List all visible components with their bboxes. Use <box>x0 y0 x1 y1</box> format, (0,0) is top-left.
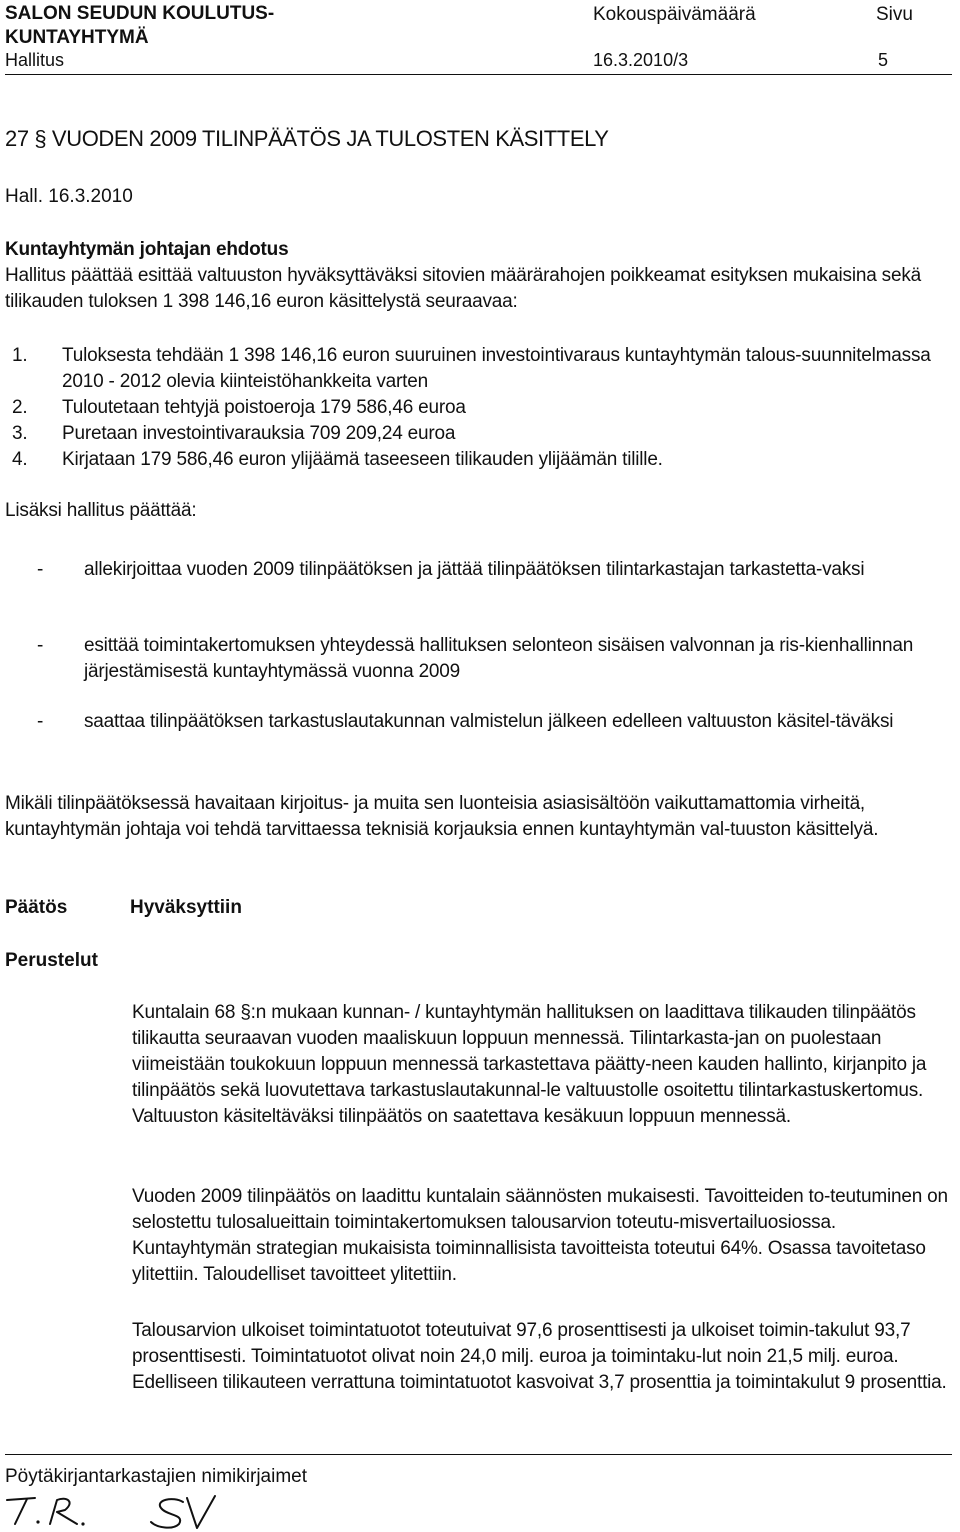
section-title: 27 § VUODEN 2009 TILINPÄÄTÖS JA TULOSTEN KÄSITTELY <box>5 126 609 151</box>
proposal-block <box>5 237 955 315</box>
rationale-paragraph: Talousarvion ulkoiset toimintatuotot toteutuivat 97,6 prosenttisesti ja ulkoiset toimin-takulut 93,7 prosenttisesti. Toimintatuotot olivat noin 24,0 milj. euroa ja toimintaku-lut noin 21,5 milj. euroa. Edelliseen tilikauteen verrattuna toimintatuotot kasvoivat 3,7 prosenttia ja toimintakulut 9 prosenttia. <box>132 1320 947 1393</box>
list-item-number: 4. <box>12 449 28 470</box>
proposal-title: Kuntayhtymän johtajan ehdotus <box>5 239 289 260</box>
additional-decisions-heading: Lisäksi hallitus päättää: <box>5 500 197 521</box>
organization-name-line2: KUNTAYHTYMÄ <box>5 27 149 48</box>
footer-divider <box>5 1454 952 1455</box>
dash-bullet: - <box>37 635 44 656</box>
list-item-number: 1. <box>12 345 28 366</box>
list-item-number: 3. <box>12 423 28 444</box>
decision-label: Päätös <box>5 897 68 918</box>
dash-item-text: esittää toimintakertomuksen yhteydessä hallituksen selonteon sisäisen valvonnan ja ris-kienhallinnan järjestämisestä kuntayhtymässä vuonna 2009 <box>84 635 914 682</box>
list-item <box>12 447 952 473</box>
list-item-text: Tuloksesta tehdään 1 398 146,16 euron suuruinen investointivaraus kuntayhtymän talous-suunnitelmassa 2010 - 2012 olevia kiinteistöhankkeita varten <box>62 345 931 392</box>
page-label: Sivu <box>876 4 913 25</box>
rationale-label: Perustelut <box>5 950 98 971</box>
dash-item-text: saattaa tilinpäätöksen tarkastuslautakunnan valmistelun jälkeen edelleen valtuuston käsitel-täväksi <box>84 711 894 732</box>
page-number: 5 <box>878 50 889 70</box>
list-item <box>12 343 952 395</box>
organization-name-line1: SALON SEUDUN KOULUTUS- <box>5 3 275 24</box>
list-item-number: 2. <box>12 397 28 418</box>
dash-list-item <box>37 709 957 735</box>
list-item <box>12 395 952 421</box>
list-item-text: Tuloutetaan tehtyjä poistoeroja 179 586,46 euroa <box>62 397 466 418</box>
governing-body: Hallitus <box>5 50 65 70</box>
list-item-text: Puretaan investointivarauksia 709 209,24 euroa <box>62 423 456 444</box>
rationale-paragraph: Kuntalain 68 §:n mukaan kunnan- / kuntayhtymän hallituksen on laadittava tilikauden tilinpäätös tilikautta seuraavan vuoden maaliskuun loppuun mennessä. Tilintarkasta-jan on puolestaan viimeistään toukokuun loppuun mennessä tarkastettava päätty-neen kauden hallinto, kirjanpito ja tilinpäätös sekä luovutettava tarkastuslautakunnal-le valtuustolle osoitettu tilintarkastuskertomus. Valtuuston käsiteltäväksi tilinpäätös on saatettava kesäkuun loppuun mennessä. <box>132 1002 927 1127</box>
list-item <box>12 421 952 447</box>
rationale-paragraph: Vuoden 2009 tilinpäätös on laadittu kuntalain säännösten mukaisesti. Tavoitteiden to-teutuminen on selostettu tulosalueittain toimintakertomuksen talousarvion toteutu-misvertailuosiossa. Kuntayhtymän strategian mukaisista toiminnallisista tavoitteista toteutui 64%. Osassa tavoitetaso ylitettiin. Taloudelliset tavoitteet ylitettiin. <box>132 1186 948 1285</box>
proposal-text: Hallitus päättää esittää valtuuston hyväksyttäväksi sitovien määrärahojen poikkeamat esityksen mukaisina sekä tilikauden tuloksen 1 398 146,16 euron käsittelystä seuraavaa: <box>5 265 922 312</box>
meeting-date-label: Kokouspäivämäärä <box>593 4 756 25</box>
list-item-text: Kirjataan 179 586,46 euron ylijäämä taseeseen tilikauden ylijäämän tilille. <box>62 449 663 470</box>
organization-name <box>5 2 274 50</box>
numbered-list <box>12 343 952 473</box>
corrections-paragraph: Mikäli tilinpäätöksessä havaitaan kirjoitus- ja muita sen luonteisia asiasisältöön vaikuttamattomia virheitä, kuntayhtymän johtaja voi tehdä tarvittaessa teknisiä korjauksia ennen kuntayhtymän val-tuuston käsittelyä. <box>5 793 879 840</box>
dash-list-item <box>37 557 957 583</box>
dash-bullet: - <box>37 559 44 580</box>
hall-date-line: Hall. 16.3.2010 <box>5 186 133 207</box>
signature-initials <box>5 1494 235 1532</box>
footer-label: Pöytäkirjantarkastajien nimikirjaimet <box>5 1466 307 1487</box>
decision-value: Hyväksyttiin <box>130 897 242 918</box>
dash-list-item <box>37 633 957 685</box>
dash-bullet: - <box>37 711 44 732</box>
header-meta-row <box>5 50 952 75</box>
meeting-date: 16.3.2010/3 <box>593 50 689 70</box>
dash-item-text: allekirjoittaa vuoden 2009 tilinpäätöksen ja jättää tilinpäätöksen tilintarkastajan tarkastetta-vaksi <box>84 559 865 580</box>
